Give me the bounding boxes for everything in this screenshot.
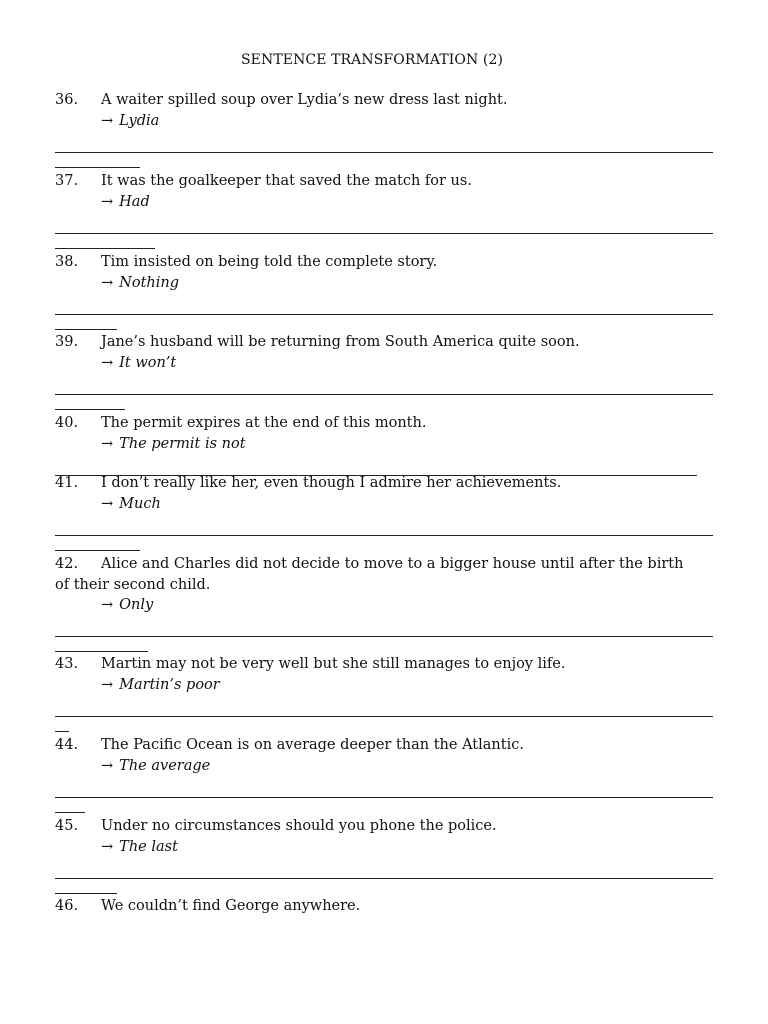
question-number: 40. (55, 415, 79, 431)
question-46 (55, 896, 713, 917)
prompt-text: Much (119, 495, 161, 512)
question-36 (55, 90, 713, 168)
question-sentence (55, 90, 713, 111)
question-number: 42. (55, 556, 79, 572)
question-text: The Pacific Ocean is on average deeper than the Atlantic. (101, 737, 524, 753)
question-38 (55, 252, 713, 330)
arrow-icon: → (101, 838, 114, 855)
answer-prompt (55, 273, 713, 294)
prompt-text: Nothing (119, 274, 179, 291)
question-41 (55, 473, 713, 551)
answer-line[interactable] (55, 293, 713, 315)
question-number: 37. (55, 173, 79, 189)
question-sentence (55, 654, 713, 675)
question-text: Tim insisted on being told the complete story. (101, 254, 438, 270)
question-text: It was the goalkeeper that saved the match for us. (101, 173, 472, 189)
answer-prompt (55, 111, 713, 132)
prompt-text: The permit is not (119, 435, 246, 452)
question-text: I don’t really like her, even though I admire her achievements. (101, 475, 562, 491)
arrow-icon: → (101, 757, 114, 774)
answer-line[interactable] (55, 857, 713, 879)
prompt-text: It won’t (119, 354, 177, 371)
question-number: 44. (55, 737, 79, 753)
question-text: We couldn’t find George anywhere. (101, 898, 361, 914)
arrow-icon: → (101, 435, 114, 452)
arrow-icon: → (101, 354, 114, 371)
answer-line-tail[interactable] (55, 395, 125, 410)
question-number: 38. (55, 254, 79, 270)
page-title: SENTENCE TRANSFORMATION (2) (240, 52, 504, 68)
worksheet-page (55, 0, 713, 1024)
answer-line[interactable] (55, 373, 713, 395)
question-number: 41. (55, 475, 79, 491)
prompt-text: Only (119, 597, 154, 613)
prompt-text: Martin’s poor (119, 676, 220, 693)
question-37 (55, 171, 713, 249)
question-sentence (55, 816, 713, 837)
answer-line[interactable] (55, 695, 713, 717)
answer-line-tail[interactable] (55, 536, 140, 551)
question-number: 45. (55, 818, 79, 834)
answer-line-tail[interactable] (55, 717, 69, 732)
arrow-icon: → (101, 597, 114, 613)
question-number: 46. (55, 898, 79, 914)
answer-prompt (55, 595, 713, 616)
answer-line[interactable] (55, 514, 713, 536)
question-sentence (55, 252, 713, 273)
question-number: 36. (55, 92, 79, 108)
question-39 (55, 332, 713, 410)
answer-line[interactable] (55, 131, 713, 153)
arrow-icon: → (101, 676, 114, 693)
question-number: 39. (55, 334, 79, 350)
answer-line-tail[interactable] (55, 153, 140, 168)
question-sentence (55, 896, 713, 917)
prompt-text: The average (119, 757, 211, 774)
question-text: Jane’s husband will be returning from South America quite soon. (101, 334, 580, 350)
question-sentence (55, 413, 713, 434)
answer-prompt (55, 353, 713, 374)
answer-prompt (55, 837, 713, 858)
question-43 (55, 654, 713, 732)
question-text: Alice and Charles did not decide to move to a bigger house until after the birth of their second child. (55, 556, 684, 593)
arrow-icon: → (101, 193, 114, 210)
answer-prompt (55, 434, 713, 455)
prompt-text: Lydia (119, 112, 160, 129)
arrow-icon: → (101, 112, 114, 129)
question-42 (55, 554, 713, 652)
question-sentence (55, 735, 713, 756)
question-sentence (55, 332, 713, 353)
answer-prompt (55, 192, 713, 213)
answer-line-tail[interactable] (55, 798, 85, 813)
answer-line[interactable] (55, 616, 713, 638)
answer-line[interactable] (55, 776, 713, 798)
question-sentence (55, 473, 713, 494)
answer-prompt (55, 494, 713, 515)
question-text: A waiter spilled soup over Lydia’s new dress last night. (101, 92, 508, 108)
question-45 (55, 816, 713, 894)
answer-line[interactable] (55, 212, 713, 234)
question-text: The permit expires at the end of this month. (101, 415, 427, 431)
question-44 (55, 735, 713, 813)
answer-line-tail[interactable] (55, 879, 117, 894)
arrow-icon: → (101, 495, 114, 512)
question-40 (55, 413, 713, 476)
answer-line-tail[interactable] (55, 234, 155, 249)
answer-line-tail[interactable] (55, 315, 117, 330)
arrow-icon: → (101, 274, 114, 291)
question-number: 43. (55, 656, 79, 672)
answer-prompt (55, 675, 713, 696)
question-sentence (55, 171, 713, 192)
answer-line-tail[interactable] (55, 637, 148, 652)
question-sentence (55, 554, 695, 595)
answer-prompt (55, 756, 713, 777)
prompt-text: The last (119, 838, 178, 855)
prompt-text: Had (119, 193, 150, 210)
question-text: Under no circumstances should you phone the police. (101, 818, 497, 834)
question-text: Martin may not be very well but she still manages to enjoy life. (101, 656, 566, 672)
